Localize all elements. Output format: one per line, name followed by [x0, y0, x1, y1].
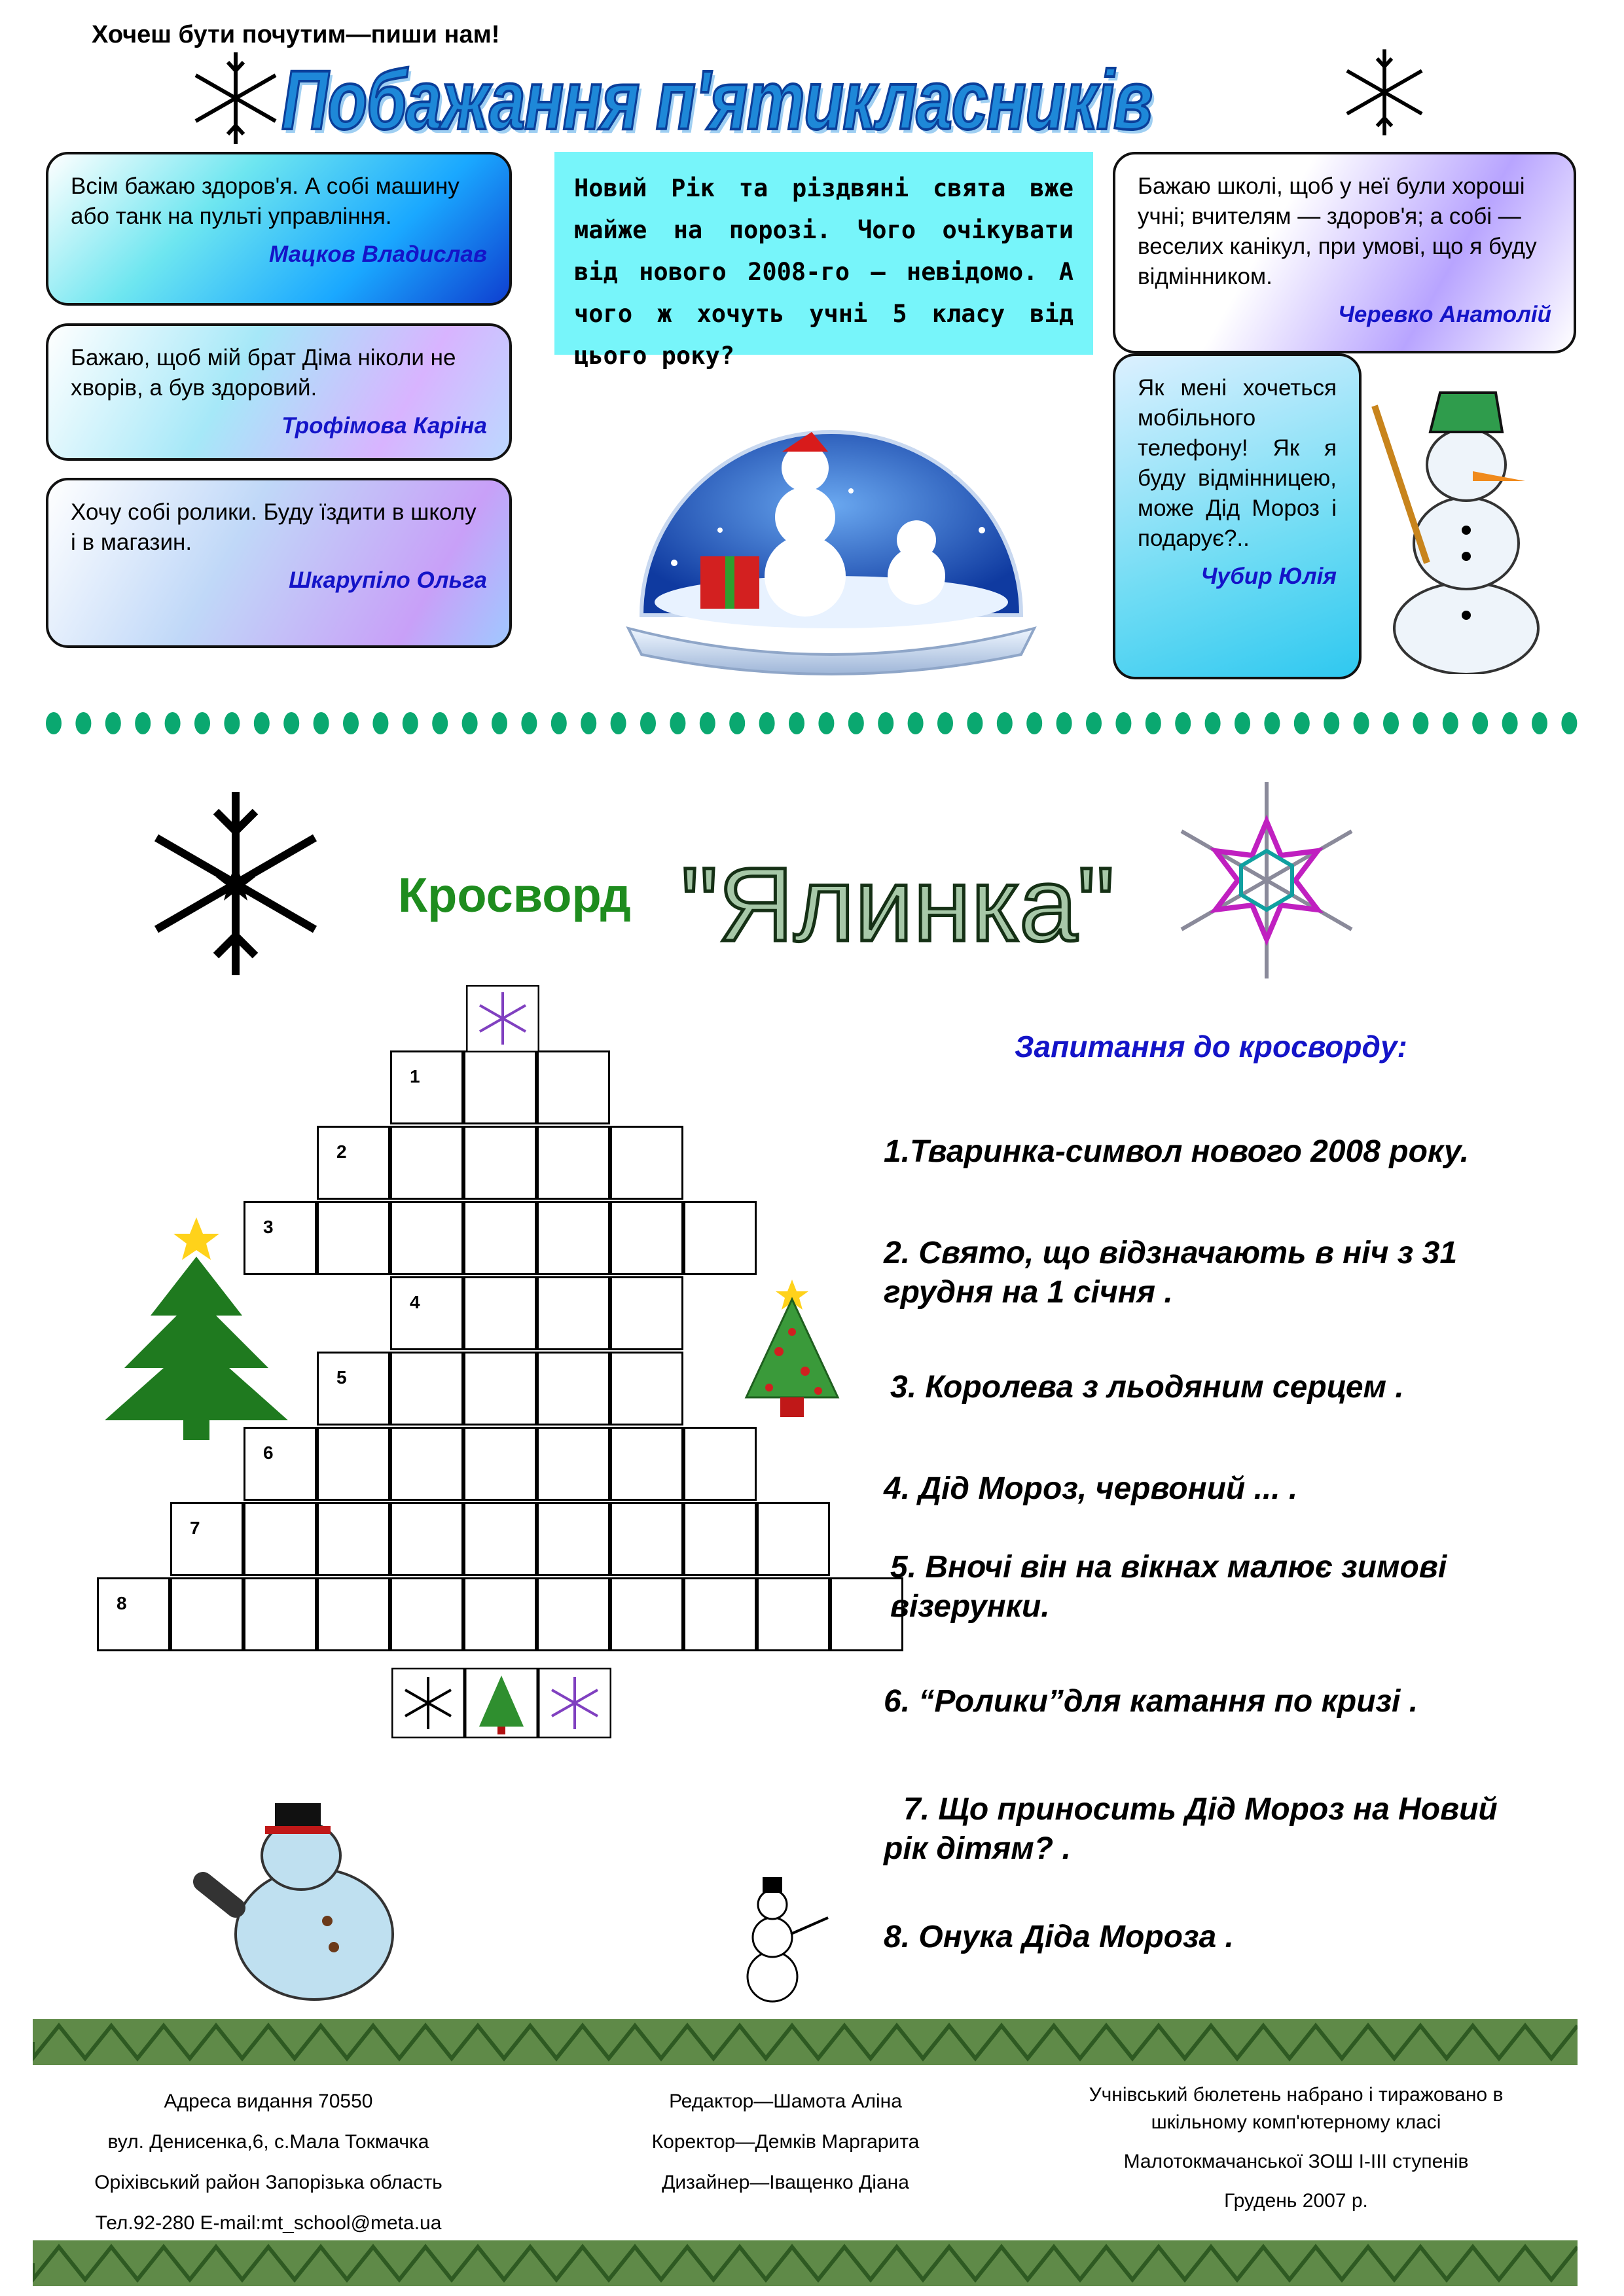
divider-dot	[640, 712, 656, 734]
questions-title: Запитання до кросворду:	[1015, 1030, 1407, 1064]
divider-dot	[194, 712, 210, 734]
footer-line: вул. Денисенка,6, с.Мала Токмачка	[107, 2131, 429, 2153]
crossword-cell[interactable]	[390, 1126, 463, 1200]
divider-dot	[105, 712, 121, 734]
divider-dot	[165, 712, 181, 734]
snowflake-icon	[391, 1668, 465, 1738]
divider-dot	[1294, 712, 1310, 734]
crossword-cell[interactable]	[317, 1502, 390, 1576]
divider-dot	[343, 712, 359, 734]
crossword-cell[interactable]	[537, 1126, 610, 1200]
wish-author: Чубир Юлія	[1200, 564, 1337, 589]
snowflake-icon	[1335, 43, 1434, 141]
divider-dot	[937, 712, 953, 734]
crossword-cell[interactable]	[683, 1427, 757, 1501]
divider-dot	[492, 712, 507, 734]
crossword-cell[interactable]	[537, 1577, 610, 1651]
christmas-tree-icon	[465, 1668, 538, 1738]
crossword-cell[interactable]	[463, 1050, 537, 1124]
snowflake-icon	[466, 985, 539, 1052]
wish-author: Шкарупіло Ольга	[289, 567, 487, 593]
crossword-cell[interactable]	[610, 1276, 683, 1350]
page-title: Побажання п'ятикласників	[281, 54, 1152, 147]
divider-dot	[789, 712, 804, 734]
wish-author: Черевко Анатолій	[1338, 302, 1551, 327]
dot-divider	[46, 710, 1578, 736]
wish-text: Бажаю, щоб мій брат Діма ніколи не хворів, а був здоровий.	[71, 345, 456, 401]
crossword-cell[interactable]	[610, 1126, 683, 1200]
crossword-number: 8	[117, 1593, 127, 1613]
wish-text: Як мені хочеться мобільного телефону! Як я буду відмінницею, може Дід Мороз і подарує?..	[1138, 375, 1337, 551]
divider-dot	[1561, 712, 1577, 734]
wish-text: Бажаю школі, щоб у неї були хороші учні; вчителям — здоров'я; а собі — веселих канікул, при умові, що я буду відмінником.	[1138, 173, 1537, 289]
footer-line: Адреса видання 70550	[164, 2090, 373, 2112]
divider-dot	[1354, 712, 1369, 734]
crossword-cell[interactable]	[537, 1201, 610, 1275]
question-item: 7. Що приносить Дід Мороз на Новий рік дітям? .	[884, 1792, 1498, 1866]
snowflake-icon	[183, 46, 288, 151]
divider-dot	[551, 712, 567, 734]
divider-dot	[521, 712, 537, 734]
divider-dot	[224, 712, 240, 734]
crossword-number: 5	[336, 1367, 347, 1388]
crossword-title: "Ялинка"	[681, 846, 1115, 963]
crossword-cell[interactable]	[537, 1050, 610, 1124]
footer-line: Дизайнер—Іващенко Діана	[662, 2172, 909, 2193]
divider-dot	[1086, 712, 1102, 734]
question-item: 8. Онука Діда Мороза .	[884, 1920, 1234, 1954]
crossword-cell[interactable]	[463, 1502, 537, 1576]
snowflake-icon	[137, 785, 334, 982]
divider-dot	[1324, 712, 1339, 734]
crossword-cell[interactable]	[390, 1201, 463, 1275]
garland-border	[33, 2013, 1578, 2072]
crossword-cell[interactable]	[244, 1502, 317, 1576]
divider-dot	[314, 712, 329, 734]
snow-globe-image	[615, 340, 1047, 681]
crossword-cell[interactable]	[463, 1126, 537, 1200]
divider-dot	[967, 712, 983, 734]
divider-dot	[283, 712, 299, 734]
crossword-label: Кросворд	[398, 868, 631, 922]
divider-dot	[46, 712, 62, 734]
snowman-image	[1355, 367, 1551, 674]
divider-dot	[700, 712, 715, 734]
divider-dot	[1115, 712, 1131, 734]
footer-line: Коректор—Демків Маргарита	[651, 2131, 920, 2153]
crossword-cell[interactable]	[610, 1201, 683, 1275]
divider-dot	[1502, 712, 1518, 734]
footer-info	[1047, 2081, 1545, 2215]
divider-dot	[135, 712, 151, 734]
question-item: 3. Королева з льодяним серцем .	[890, 1370, 1404, 1405]
divider-dot	[1235, 712, 1250, 734]
divider-dot	[908, 712, 924, 734]
crossword-cell[interactable]	[97, 1577, 170, 1651]
wish-author: Мацков Владислав	[268, 242, 487, 267]
crossword-cell[interactable]	[683, 1502, 757, 1576]
question-item: 2. Свято, що відзначають в ніч з 31 грудня на 1 січня .	[884, 1236, 1458, 1310]
divider-dot	[1026, 712, 1042, 734]
question-item: 6. “Ролики”для катання по кризі .	[884, 1684, 1418, 1719]
crossword-number: 1	[410, 1066, 420, 1086]
crossword-cell[interactable]	[683, 1201, 757, 1275]
footer-address	[39, 2081, 497, 2244]
footer-line: Малотокмачанської ЗОШ I-III ступенів	[1123, 2151, 1469, 2172]
crossword-cell[interactable]	[317, 1352, 390, 1426]
divider-dot	[372, 712, 388, 734]
divider-dot	[1264, 712, 1280, 734]
crossword-cell[interactable]	[317, 1427, 390, 1501]
christmas-tree-image	[98, 1204, 295, 1440]
crossword-cell[interactable]	[317, 1577, 390, 1651]
divider-dot	[878, 712, 893, 734]
divider-dot	[432, 712, 448, 734]
divider-dot	[1472, 712, 1488, 734]
crossword-cell[interactable]	[610, 1577, 683, 1651]
snowman-image	[190, 1790, 439, 2013]
crossword-cell[interactable]	[463, 1427, 537, 1501]
crossword-number: 2	[336, 1141, 347, 1162]
divider-dot	[611, 712, 626, 734]
divider-dot	[1413, 712, 1428, 734]
crossword-cell[interactable]	[463, 1201, 537, 1275]
footer-line: Тел.92-280 E-mail:mt_school@meta.ua	[95, 2212, 442, 2234]
crossword-cell[interactable]	[390, 1050, 463, 1124]
crossword-cell[interactable]	[610, 1352, 683, 1426]
question-item: 5. Вночі він на вікнах малює зимові візерунки.	[890, 1550, 1447, 1624]
divider-dot	[1205, 712, 1221, 734]
crossword-number: 3	[263, 1217, 274, 1237]
footer-credits	[589, 2081, 982, 2203]
footer-line: Редактор—Шамота Аліна	[669, 2090, 902, 2112]
tagline: Хочеш бути почутим—пиши нам!	[92, 21, 500, 48]
crossword-cell[interactable]	[390, 1502, 463, 1576]
crossword-cell[interactable]	[390, 1276, 463, 1350]
crossword-cell[interactable]	[463, 1276, 537, 1350]
wish-card	[46, 478, 512, 648]
divider-dot	[1146, 712, 1161, 734]
divider-dot	[1532, 712, 1547, 734]
question-item: 4. Дід Мороз, червоний ... .	[884, 1471, 1298, 1506]
footer-line: Грудень 2007 р.	[1224, 2190, 1368, 2212]
christmas-tree-image	[733, 1273, 851, 1430]
crossword-cell[interactable]	[757, 1502, 830, 1576]
wish-card	[46, 152, 512, 306]
wish-card	[1113, 152, 1576, 353]
crossword-cell[interactable]	[537, 1427, 610, 1501]
divider-dot	[581, 712, 596, 734]
crossword-cell[interactable]	[537, 1502, 610, 1576]
crossword-cell[interactable]	[317, 1201, 390, 1275]
divider-dot	[75, 712, 91, 734]
crossword-cell[interactable]	[463, 1352, 537, 1426]
divider-dot	[254, 712, 270, 734]
divider-dot	[403, 712, 418, 734]
crossword-cell[interactable]	[610, 1502, 683, 1576]
crossword-cell[interactable]	[537, 1276, 610, 1350]
wish-author: Трофімова Каріна	[281, 413, 487, 439]
footer-line: Оріхівський район Запорізька область	[94, 2172, 442, 2193]
crossword-cell[interactable]	[390, 1577, 463, 1651]
crossword-cell[interactable]	[170, 1577, 244, 1651]
crossword-cell[interactable]	[683, 1577, 757, 1651]
crossword-cell[interactable]	[170, 1502, 244, 1576]
divider-dot	[670, 712, 685, 734]
wish-text: Всім бажаю здоров'я. А собі машину або танк на пульті управління.	[71, 173, 460, 229]
crossword-cell[interactable]	[244, 1577, 317, 1651]
question-item: 1.Тваринка-символ нового 2008 року.	[884, 1134, 1470, 1169]
divider-dot	[848, 712, 864, 734]
crossword-cell[interactable]	[463, 1577, 537, 1651]
snowflake-icon	[1159, 772, 1375, 988]
crossword-number: 6	[263, 1443, 274, 1463]
snowflake-icon	[538, 1668, 611, 1738]
wish-text: Хочу собі ролики. Буду їздити в школу і в магазин.	[71, 499, 477, 555]
divider-dot	[1175, 712, 1191, 734]
crossword-number: 4	[410, 1292, 420, 1312]
crossword-cell[interactable]	[390, 1427, 463, 1501]
divider-dot	[997, 712, 1013, 734]
intro-text: Новий Рік та різдвяні свята вже майже на порозі. Чого очікувати від нового 2008-го — невідомо. А чого ж хочуть учні 5 класу від цього року?	[554, 152, 1093, 355]
crossword-cell[interactable]	[610, 1427, 683, 1501]
divider-dot	[1383, 712, 1399, 734]
wish-card	[1113, 353, 1362, 679]
divider-dot	[729, 712, 745, 734]
divider-dot	[818, 712, 834, 734]
divider-dot	[1443, 712, 1458, 734]
snowman-image	[713, 1872, 844, 2003]
divider-dot	[759, 712, 775, 734]
wish-card	[46, 323, 512, 461]
crossword-cell[interactable]	[757, 1577, 830, 1651]
divider-dot	[1056, 712, 1072, 734]
crossword-cell[interactable]	[390, 1352, 463, 1426]
crossword-number: 7	[190, 1518, 200, 1538]
footer-line: Учнівський бюлетень набрано і тиражовано в шкільному комп'ютерному класі	[1089, 2084, 1504, 2133]
crossword-cell[interactable]	[537, 1352, 610, 1426]
divider-dot	[462, 712, 478, 734]
crossword-cell[interactable]	[317, 1126, 390, 1200]
